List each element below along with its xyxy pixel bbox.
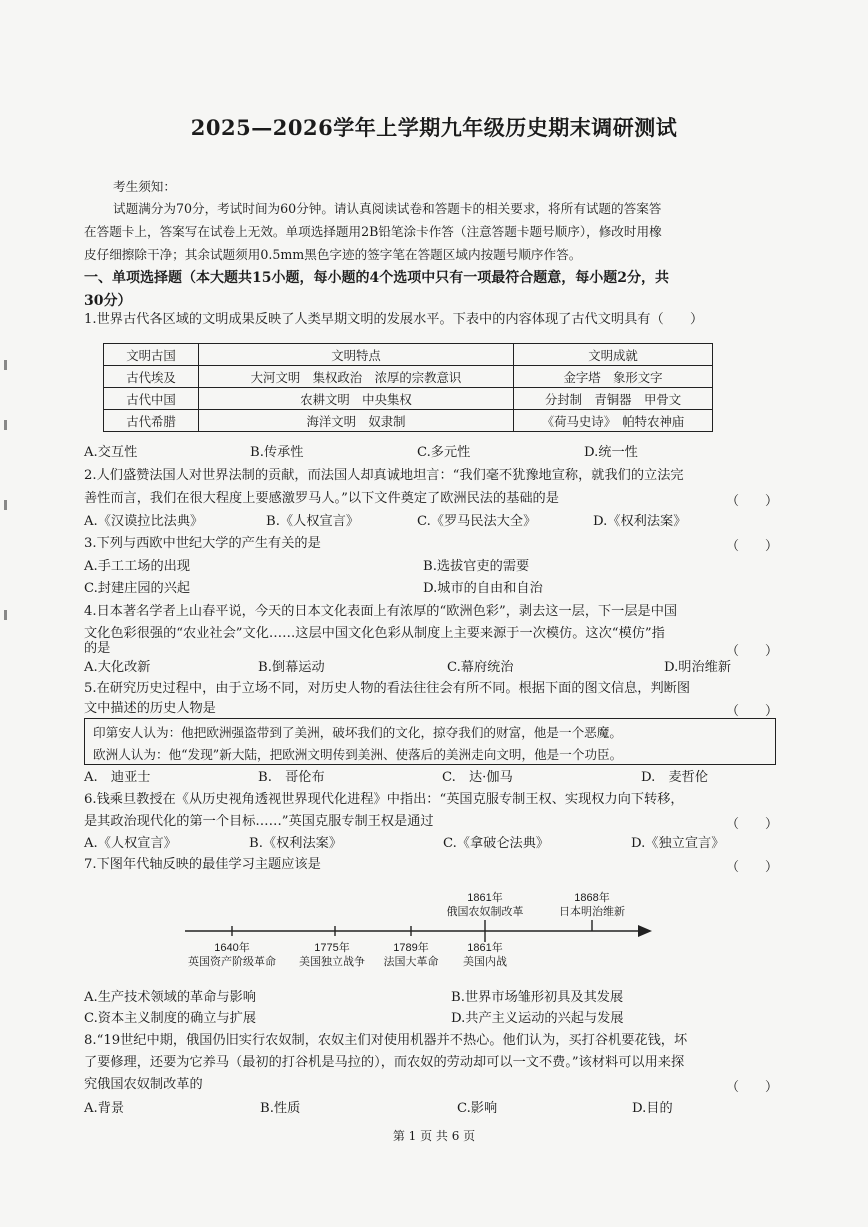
question-stem-cont: 了要修理，还要为它养马（最初的打谷机是马拉的），而农奴的劳动却可以一文不费。”该材料可以用来探	[84, 1055, 685, 1070]
option-a: A.大化改新	[84, 660, 151, 675]
timeline-year: 1868年	[574, 892, 610, 904]
option-d: D.《独立宣言》	[631, 836, 725, 851]
option-a: A. 迪亚士	[84, 770, 151, 785]
option-d: D.《权利法案》	[593, 514, 687, 529]
timeline-event: 日本明治维新	[559, 906, 625, 918]
question-stem-cont: 究俄国农奴制改革的	[84, 1077, 203, 1092]
option-a: A.生产技术领域的革命与影响	[84, 990, 256, 1005]
section-heading-cont: 30分）	[84, 293, 132, 309]
option-a: A.交互性	[84, 445, 138, 460]
answer-paren: （ ）	[726, 817, 779, 832]
answer-paren: （ ）	[726, 860, 779, 875]
table-cell: 农耕文明 中央集权	[199, 388, 514, 410]
option-b: B.性质	[260, 1101, 301, 1116]
table-cell: 《荷马史诗》 帕特农神庙	[514, 410, 713, 432]
question-stem: 7.下图年代轴反映的最佳学习主题应该是	[84, 857, 321, 872]
notice-line: 在答题卡上，答案写在试卷上无效。单项选择题用2B铅笔涂卡作答（注意答题卡题号顺序），修改时用橡	[84, 224, 662, 239]
section-heading: 一、单项选择题（本大题共15小题，每小题的4个选项中只有一项最符合题意，每小题2分，共	[84, 270, 669, 286]
option-b: B.选拔官吏的需要	[423, 559, 530, 574]
option-c: C.资本主义制度的确立与扩展	[84, 1011, 257, 1026]
table-cell: 分封制 青铜器 甲骨文	[514, 388, 713, 410]
option-d: D. 麦哲伦	[641, 770, 709, 785]
notice-line: 皮仔细擦除干净；其余试题须用0.5mm黑色字迹的签字笔在答题区域内按题号顺序作答。	[84, 247, 582, 262]
option-b: B.传承性	[250, 445, 304, 460]
table-header: 文明特点	[199, 344, 514, 366]
option-c: C.影响	[457, 1101, 498, 1116]
timeline-event: 英国资产阶级革命	[188, 956, 276, 968]
timeline-event: 美国独立战争	[299, 956, 365, 968]
option-b: B.世界市场雏形初具及其发展	[451, 990, 624, 1005]
option-a: A.背景	[84, 1101, 125, 1116]
table-cell: 古代希腊	[104, 410, 199, 432]
option-d: D.目的	[632, 1101, 673, 1116]
timeline-arrowhead	[638, 925, 652, 937]
option-d: D.统一性	[584, 445, 638, 460]
answer-paren: （ ）	[726, 704, 779, 719]
notice-heading: 考生须知：	[113, 179, 176, 194]
table-cell: 古代中国	[104, 388, 199, 410]
table-header: 文明古国	[104, 344, 199, 366]
question-stem-cont: 文化色彩很强的“农业社会”文化……这层中国文化色彩从制度上主要来源于一次模仿。这次“模仿”指	[84, 626, 665, 641]
notice-line: 试题满分为70分，考试时间为60分钟。请认真阅读试卷和答题卡的相关要求，将所有试题的答案答	[113, 201, 662, 216]
table-cell: 金字塔 象形文字	[514, 366, 713, 388]
answer-paren: （ ）	[726, 494, 779, 509]
timeline-year: 1640年	[214, 942, 250, 954]
option-d: D.共产主义运动的兴起与发展	[451, 1011, 624, 1026]
exam-title: 2025—2026学年上学期九年级历史期末调研测试	[190, 115, 678, 140]
quote-line: 印第安人认为：他把欧洲强盗带到了美洲，破坏我们的文化，掠夺我们的财富，他是一个恶魔。	[93, 725, 622, 740]
table-header: 文明成就	[514, 344, 713, 366]
question-stem: 3.下列与西欧中世纪大学的产生有关的是	[84, 536, 321, 551]
option-a: A.《人权宣言》	[84, 836, 177, 851]
option-d: D.城市的自由和自治	[423, 581, 543, 596]
option-c: C.多元性	[417, 445, 471, 460]
question-stem: 6.钱乘旦教授在《从历史视角透视世界现代化进程》中指出：“英国克服专制王权、实现权力向下转移，	[84, 792, 684, 807]
table-cell: 大河文明 集权政治 浓厚的宗教意识	[199, 366, 514, 388]
question-stem-cont: 善性而言，我们在很大程度上要感激罗马人。”以下文件奠定了欧洲民法的基础的是	[84, 491, 559, 506]
question-stem-cont: 是其政治现代化的第一个目标……”英国克服专制王权是通过	[84, 814, 434, 829]
option-c: C.幕府统治	[447, 660, 514, 675]
timeline-year: 1861年	[467, 892, 503, 904]
question-stem-cont: 的是	[84, 641, 111, 656]
timeline-year: 1789年	[393, 942, 429, 954]
question-stem: 2.人们盛赞法国人对世界法制的贡献，而法国人却真诚地坦言：“我们毫不犹豫地宣称，就我们的立法完	[84, 468, 684, 483]
option-c: C. 达·伽马	[442, 770, 513, 785]
option-d: D.明治维新	[664, 660, 732, 675]
option-c: C.封建庄园的兴起	[84, 581, 191, 596]
timeline-event: 法国大革命	[383, 956, 439, 968]
question-stem: 5.在研究历史过程中，由于立场不同，对历史人物的看法往往会有所不同。根据下面的图文信息，判断图	[84, 681, 691, 696]
option-c: C.《拿破仑法典》	[443, 836, 550, 851]
option-a: A.手工工场的出现	[84, 559, 191, 574]
option-b: B.《权利法案》	[249, 836, 343, 851]
option-b: B.倒幕运动	[258, 660, 325, 675]
option-a: A.《汉谟拉比法典》	[84, 514, 204, 529]
answer-paren: （ ）	[726, 1080, 779, 1095]
timeline-year: 1861年	[467, 942, 503, 954]
table-cell: 古代埃及	[104, 366, 199, 388]
question-stem: 8.“19世纪中期，俄国仍旧实行农奴制，农奴主们对使用机器并不热心。他们认为，买打谷机要花钱，坏	[84, 1033, 688, 1048]
timeline-event: 俄国农奴制改革	[446, 906, 524, 918]
option-c: C.《罗马民法大全》	[417, 514, 537, 529]
timeline-year: 1775年	[314, 942, 350, 954]
timeline-event: 美国内战	[463, 956, 507, 968]
question-stem: 4.日本著名学者上山春平说，今天的日本文化表面上有浓厚的“欧洲色彩”，剥去这一层，下一层是中国	[84, 604, 678, 619]
question-stem-cont: 文中描述的历史人物是	[84, 701, 216, 716]
table-cell: 海洋文明 奴隶制	[199, 410, 514, 432]
option-b: B. 哥伦布	[258, 770, 325, 785]
option-b: B.《人权宣言》	[266, 514, 360, 529]
answer-paren: （ ）	[726, 539, 779, 554]
quote-line: 欧洲人认为：他“发现”新大陆，把欧洲文明传到美洲、使落后的美洲走向文明，他是一个功臣。	[93, 747, 623, 762]
answer-paren: （ ）	[726, 644, 779, 659]
page-footer: 第 1 页 共 6 页	[392, 1129, 476, 1143]
question-stem: 1.世界古代各区域的文明成果反映了人类早期文明的发展水平。下表中的内容体现了古代文明具有（ ）	[84, 312, 704, 327]
